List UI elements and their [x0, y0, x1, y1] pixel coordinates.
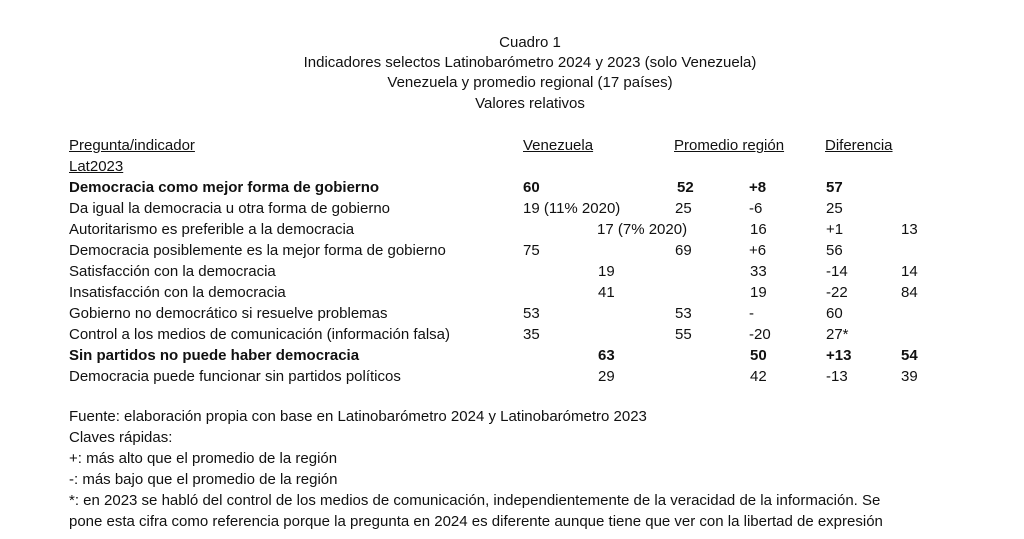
table-units: Valores relativos — [475, 95, 585, 112]
cell-value: 16 — [750, 221, 767, 238]
header-diferencia: Diferencia — [825, 137, 893, 154]
cell-value: 17 (7% 2020) — [597, 221, 688, 238]
row-label: Control a los medios de comunicación (información falsa) — [69, 326, 451, 343]
table-row — [0, 345, 1024, 366]
cell-value: +13 — [826, 347, 852, 364]
cell-value: 56 — [826, 242, 843, 259]
cell-value: 19 — [750, 284, 767, 301]
table-row — [0, 303, 1024, 324]
header-pregunta: Pregunta/indicador — [69, 137, 195, 154]
row-label: Satisfacción con la democracia — [69, 263, 276, 280]
cell-value: 13 — [901, 221, 918, 238]
cell-value: 39 — [901, 368, 918, 385]
cell-value: - — [749, 305, 754, 322]
legend-plus: +: más alto que el promedio de la región — [69, 450, 338, 467]
cell-value: -13 — [826, 368, 848, 385]
cell-value: 29 — [598, 368, 615, 385]
cell-value: 57 — [826, 179, 843, 196]
cell-value: 54 — [901, 347, 918, 364]
row-label: Democracia posiblemente es la mejor forma de gobierno — [69, 242, 446, 259]
row-label: Sin partidos no puede haber democracia — [69, 347, 360, 364]
cell-value: +8 — [749, 179, 767, 196]
cell-value: -22 — [826, 284, 848, 301]
cell-value: 25 — [826, 200, 843, 217]
cell-value: 14 — [901, 263, 918, 280]
header-lat2023: Lat2023 — [69, 158, 124, 175]
cell-value: 69 — [675, 242, 692, 259]
cell-value: 41 — [598, 284, 615, 301]
cell-value: 42 — [750, 368, 767, 385]
table-row — [0, 366, 1024, 387]
table-row — [0, 198, 1024, 219]
cell-value: 63 — [598, 347, 615, 364]
cell-value: -6 — [749, 200, 763, 217]
table-row — [0, 177, 1024, 198]
cell-value: 35 — [523, 326, 540, 343]
cell-value: -20 — [749, 326, 771, 343]
cell-value: 60 — [523, 179, 540, 196]
cell-value: -14 — [826, 263, 848, 280]
cell-value: +1 — [826, 221, 844, 238]
cell-value: 53 — [523, 305, 540, 322]
row-label: Gobierno no democrático si resuelve problemas — [69, 305, 388, 322]
cell-value: 50 — [750, 347, 767, 364]
table-row — [0, 219, 1024, 240]
cell-value: 19 (11% 2020) — [523, 200, 621, 217]
header-promedio: Promedio región — [674, 137, 785, 154]
footnote-line-2: pone esta cifra como referencia porque la pregunta en 2024 es diferente aunque tiene que ver con la libertad de expresión — [69, 513, 883, 530]
table-row — [0, 240, 1024, 261]
cell-value: 53 — [675, 305, 692, 322]
cell-value: 25 — [675, 200, 692, 217]
cell-value: 19 — [598, 263, 615, 280]
cell-value: 55 — [675, 326, 692, 343]
cell-value: 52 — [677, 179, 694, 196]
table-caption: Cuadro 1 — [499, 34, 561, 51]
legend-heading: Claves rápidas: — [69, 429, 173, 446]
cell-value: 84 — [901, 284, 918, 301]
table-title: Indicadores selectos Latinobarómetro 2024 y 2023 (solo Venezuela) — [303, 54, 757, 71]
table-row — [0, 261, 1024, 282]
footnote-line-1: *: en 2023 se habló del control de los medios de comunicación, independientemente de la veracidad de la información. Se — [69, 492, 881, 509]
header-venezuela: Venezuela — [523, 137, 594, 154]
cell-value: 33 — [750, 263, 767, 280]
row-label: Autoritarismo es preferible a la democracia — [69, 221, 355, 238]
cell-value: +6 — [749, 242, 767, 259]
row-label: Da igual la democracia u otra forma de gobierno — [69, 200, 391, 217]
table-row — [0, 324, 1024, 345]
cell-value: 60 — [826, 305, 843, 322]
table-subtitle: Venezuela y promedio regional (17 países) — [387, 74, 673, 91]
legend-minus: -: más bajo que el promedio de la región — [69, 471, 338, 488]
source-note: Fuente: elaboración propia con base en Latinobarómetro 2024 y Latinobarómetro 2023 — [69, 408, 647, 425]
row-label: Democracia como mejor forma de gobierno — [69, 179, 380, 196]
row-label: Insatisfacción con la democracia — [69, 284, 286, 301]
table-row — [0, 282, 1024, 303]
row-label: Democracia puede funcionar sin partidos políticos — [69, 368, 401, 385]
cell-value: 27* — [826, 326, 849, 343]
cell-value: 75 — [523, 242, 540, 259]
